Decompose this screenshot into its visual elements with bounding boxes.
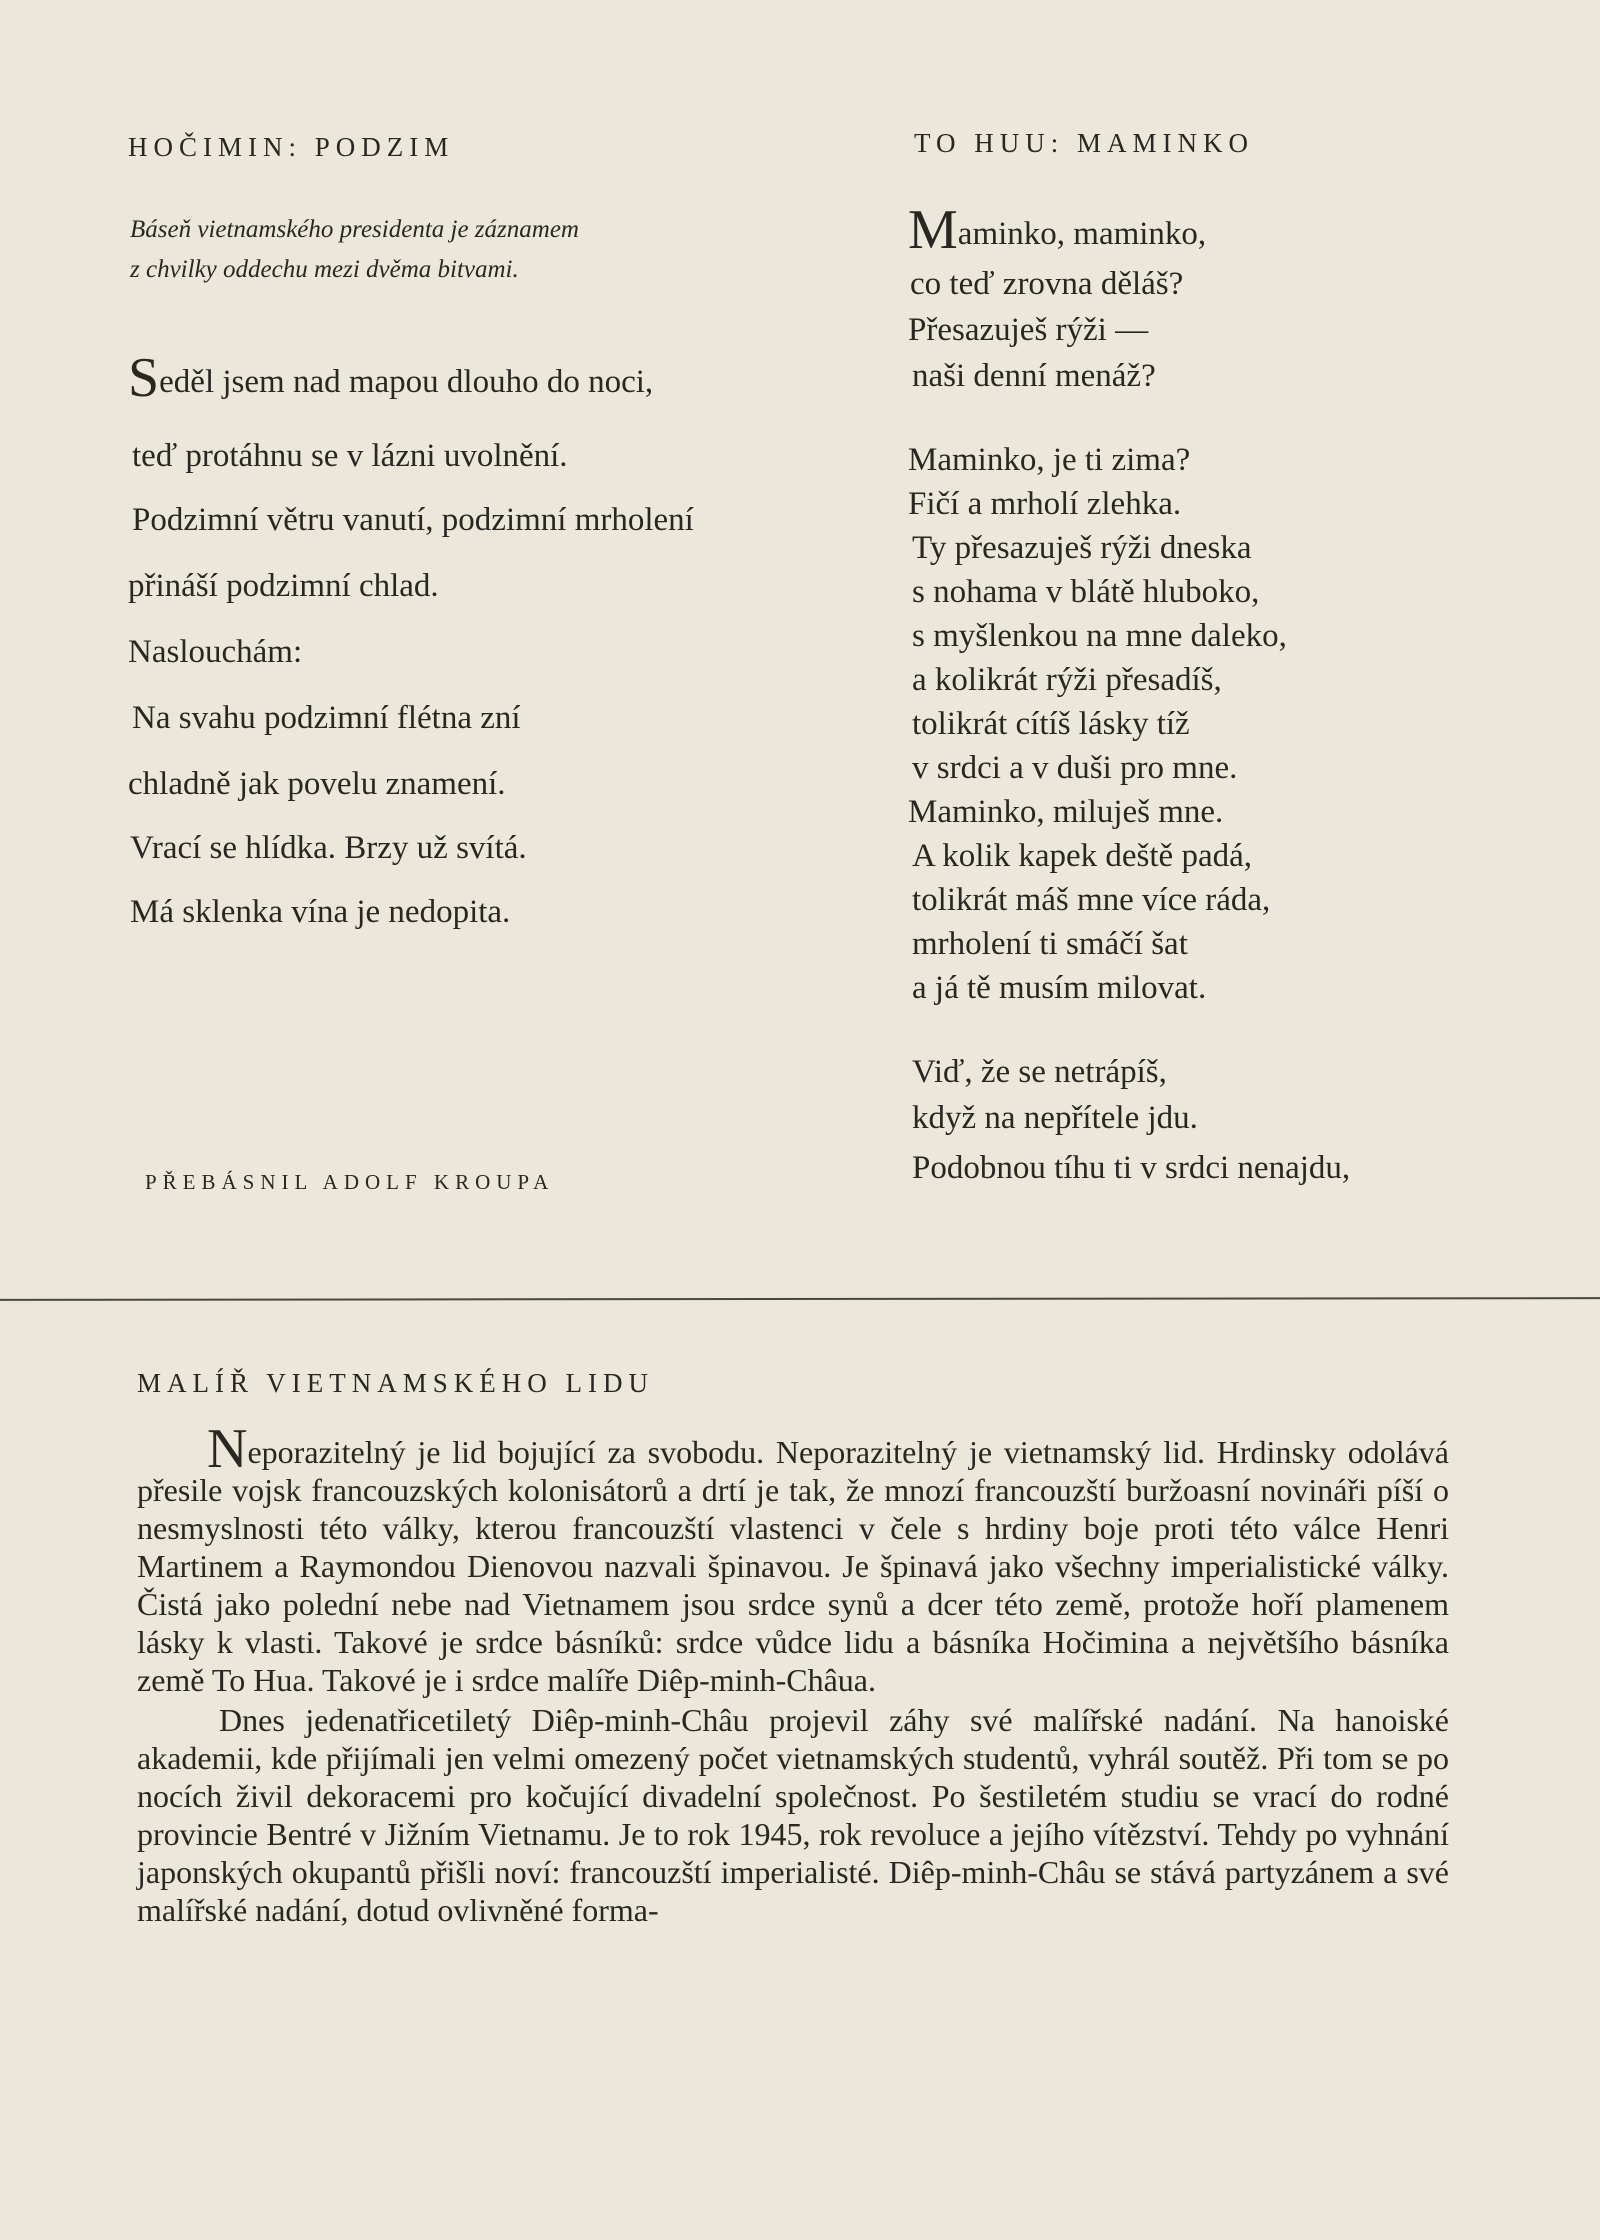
- right-poem-line: Maminko, je ti zima?: [908, 442, 1191, 478]
- right-poem-line: Maminko, miluješ mne.: [908, 794, 1224, 830]
- article-paragraph-text: eporazitelný je lid bojující za svobodu. Neporazitelný je vietnamský lid. Hrdinsky odolává přesile vojsk francouzských kolonisátorů a drtí je tak, že mnozí francouzští buržoasní novináři píší o nesmyslnosti této války, kterou francouzští vlastenci v čele s hrdiny boje proti této válce Henri Martinem a Raymondou Dienovou nazvali špinavou. Je špinavá jako všechny imperialistické války. Čistá jako polední nebe nad Vietnamem jsou srdce synů a dcer této země, protože hoří plamenem lásky k vlasti. Takové je srdce básníků: srdce vůdce lidu a básníka Hočimina a největšího básníka země To Hua. Takové je i srdce malíře Diêp-minh-Châua.: [137, 1434, 1449, 1698]
- right-poem-line: s myšlenkou na mne daleko,: [912, 618, 1287, 654]
- right-poem-first-line: [908, 199, 1207, 261]
- left-poem-line: Má sklenka vína je nedopita.: [130, 894, 511, 930]
- left-poem-line: chladně jak povelu znamení.: [128, 766, 506, 802]
- right-poem-line: s nohama v blátě hluboko,: [912, 574, 1260, 610]
- article-body: [137, 1418, 1449, 1929]
- intro-line: Báseň vietnamského presidenta je záznamem: [130, 216, 579, 243]
- right-poem-first-line-text: aminko, maminko,: [957, 216, 1207, 252]
- section-divider: [0, 1297, 1600, 1301]
- right-poem-heading: TO HUU: MAMINKO: [914, 128, 1255, 158]
- left-poem-line: Vrací se hlídka. Brzy už svítá.: [130, 830, 527, 866]
- article-paragraph: [137, 1418, 1449, 1699]
- right-poem-line: tolikrát cítíš lásky tíž: [912, 706, 1190, 742]
- left-poem-line: přináší podzimní chlad.: [128, 568, 439, 604]
- right-poem-line: a já tě musím milovat.: [912, 970, 1207, 1006]
- right-poem-line: v srdci a v duši pro mne.: [912, 750, 1238, 786]
- right-poem-line: Fičí a mrholí zlehka.: [908, 486, 1182, 522]
- right-poem-line: naši denní menáž?: [912, 358, 1156, 394]
- right-poem-line: Ty přesazuješ rýži dneska: [912, 530, 1252, 566]
- article-dropcap: N: [207, 1418, 248, 1480]
- right-poem-line: A kolik kapek deště padá,: [912, 838, 1252, 874]
- right-poem-line: co teď zrovna děláš?: [910, 266, 1184, 302]
- right-poem-line: když na nepřítele jdu.: [912, 1100, 1198, 1136]
- right-poem-line: mrholení ti smáčí šat: [912, 926, 1188, 962]
- intro-line: z chvilky oddechu mezi dvěma bitvami.: [130, 256, 519, 283]
- right-poem-line: Viď, že se netrápíš,: [912, 1054, 1167, 1090]
- left-poem-intro: [130, 210, 579, 290]
- article-heading: MALÍŘ VIETNAMSKÉHO LIDU: [137, 1368, 654, 1398]
- left-poem-first-line-text: eděl jsem nad mapou dlouho do noci,: [159, 364, 654, 400]
- right-poem-line: a kolikrát rýži přesadíš,: [912, 662, 1222, 698]
- translator-credit: PŘEBÁSNIL ADOLF KROUPA: [145, 1170, 555, 1194]
- left-poem-heading: HOČIMIN: PODZIM: [128, 132, 455, 162]
- left-poem-line: Na svahu podzimní flétna zní: [132, 700, 521, 736]
- left-poem-dropcap: S: [128, 347, 160, 409]
- right-poem-dropcap: M: [908, 199, 958, 261]
- left-poem-first-line: [128, 347, 654, 409]
- right-poem-line: tolikrát máš mne více ráda,: [912, 882, 1271, 918]
- left-poem-line: teď protáhnu se v lázni uvolnění.: [132, 438, 568, 474]
- right-poem-line: Podobnou tíhu ti v srdci nenajdu,: [912, 1150, 1351, 1186]
- left-poem-line: Podzimní větru vanutí, podzimní mrholení: [132, 502, 694, 538]
- article-paragraph: Dnes jedenatřicetiletý Diêp-minh-Châu projevil záhy své malířské nadání. Na hanoiské akademii, kde přijímali jen velmi omezený počet vietnamských studentů, vyhrál soutěž. Při tom se po nocích živil dekoracemi pro kočující divadelní společnost. Po šestiletém studiu se vrací do rodné provincie Bentré v Jižním Vietnamu. Je to rok 1945, rok revoluce a jejího vítězství. Tehdy po vyhnání japonských okupantů přišli noví: francouzští imperialisté. Diêp-minh-Châu se stává partyzánem a své malířské nadání, dotud ovlivněné forma-: [137, 1702, 1449, 1928]
- right-poem-line: Přesazuješ rýži —: [908, 312, 1149, 348]
- left-poem-line: Naslouchám:: [128, 634, 303, 670]
